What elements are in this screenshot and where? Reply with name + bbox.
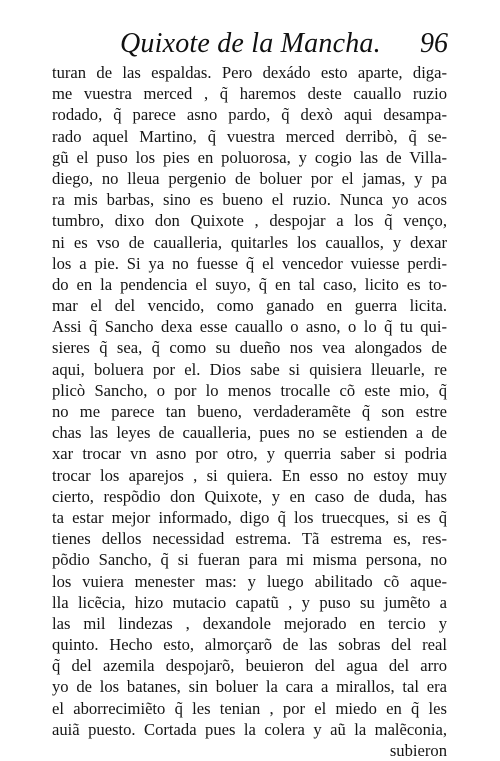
text-line: chas las leyes de caualleria, pues no se estienden a de [52, 423, 447, 443]
text-line: gũ el puso los pies en poluorosa, y cogio las de Villa- [52, 147, 447, 167]
text-line: xar trocar vn asno por otro, y querria saber si podria [52, 444, 447, 464]
text-line: turan de las espaldas. Pero dexádo esto aparte, diga- [52, 63, 447, 82]
text-line: las mil lindezas , dexandole mejorado en tercio y [52, 613, 447, 633]
text-line: plicò Sancho, o por lo menos trocalle cõ este mio, q̃ [52, 380, 447, 400]
text-line: me vuestra merced , q̃ haremos deste cauallo ruzio [52, 84, 447, 104]
text-line: los vuiera menester mas: y luego abilitado cõ aque- [52, 571, 447, 591]
text-line: põdio Sancho, q̃ si fueran para mi misma persona, no [52, 550, 447, 570]
text-line: ni es vso de caualleria, quitarles los cauallos, y dexar [52, 232, 447, 252]
text-line: q̃ del azemila despojarõ, beuieron del agua del arro [52, 656, 447, 676]
text-line: rodado, q̃ parece asno pardo, q̃ dexò aqui desampa- [52, 105, 447, 125]
text-line: ta estar mejor informado, digo q̃ los truecques, si es q̃ [52, 507, 447, 527]
text-line: los a pie. Si ya no fuesse q̃ el vencedor vuiesse perdi- [52, 253, 447, 273]
page-number: 96 [420, 28, 448, 59]
catchword: subieron [389, 741, 447, 760]
text-line: Assi q̃ Sancho dexa esse cauallo o asno, o lo q̃ tu qui- [52, 317, 447, 337]
text-line: auiã puesto. Cortada pues la colera y aũ la malẽconia, [52, 719, 447, 739]
text-line: sieres q̃ sea, q̃ como su dueño nos vea alongados de [52, 338, 447, 358]
text-line: yo de los batanes, sin boluer la cara a mirallos, tal era [52, 677, 447, 697]
text-line: ra mis barbas, sino es bueno el ruzio. Nunca yo acos [52, 190, 447, 210]
body-text [52, 62, 447, 761]
text-line: aqui, boluera por el. Dios sabe si quisiera lleuarle, re [52, 359, 447, 379]
text-line: quinto. Hecho esto, almorçarõ de las sobras del real [52, 635, 447, 655]
text-line: lla licẽcia, hizo mutacio capatũ , y puso su jumẽto a [52, 592, 447, 612]
text-line: mar el del vencido, como ganado en guerra licita. [52, 296, 447, 316]
text-line: trocar los aparejos , si quiera. En esso no estoy muy [52, 465, 447, 485]
text-line: el aborrecimiẽto q̃ les tenian , por el miedo en q̃ les [52, 698, 447, 718]
text-line: tumbro, dixo don Quixote , despojar a los q̃ venço, [52, 211, 447, 231]
text-line: cierto, respõdio don Quixote, y en caso de duda, has [52, 486, 447, 506]
running-head [0, 24, 500, 60]
text-line: do en la pendencia el suyo, q̃ en tal caso, licito es to- [52, 274, 447, 294]
text-line: tienes dellos necessidad estrema. Tã estrema es, res- [52, 529, 447, 549]
text-line: diego, no lleua pergenio de boluer por el jamas, y pa [52, 168, 447, 188]
running-title: Quixote de la Mancha. [120, 28, 381, 59]
text-line: rado aquel Martino, q̃ vuestra merced derribò, q̃ se- [52, 126, 447, 146]
text-line: no me parece tan bueno, verdaderamẽte q̃ son estre [52, 402, 447, 421]
